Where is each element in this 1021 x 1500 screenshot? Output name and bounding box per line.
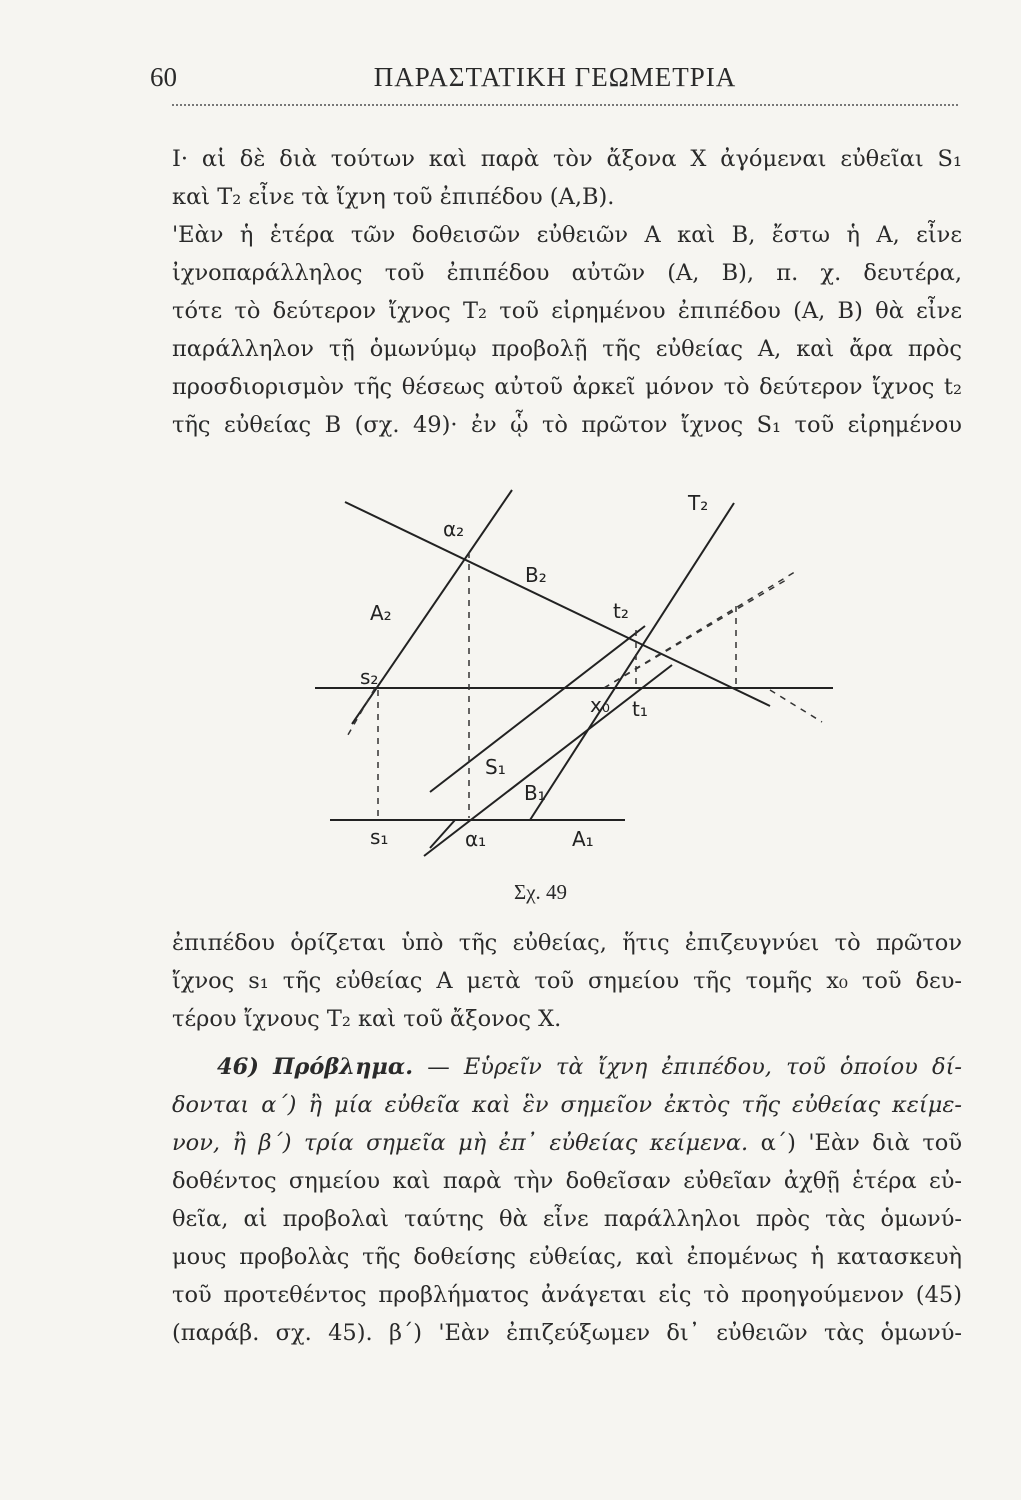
trace-T2	[530, 503, 734, 820]
label-t2: t₂	[613, 599, 629, 623]
label-x0: x₀	[590, 693, 610, 717]
label-A1: A₁	[572, 827, 594, 851]
label-a1: α₁	[465, 827, 487, 851]
text-line: καὶ T₂ εἶνε τὰ ἴχνη τοῦ ἐπιπέδου (Α,Β).	[172, 184, 615, 210]
text-line: (παράβ. σχ. 45). β΄) 'Εὰν ἐπιζεύξωμεν δι᾿ εὐθειῶν τὰς ὁμωνύ-	[172, 1320, 962, 1346]
text-line: ἴχνος s₁ τῆς εὐθείας Α μετὰ τοῦ σημείου τῆς τομῆς x₀ τοῦ δευ-	[172, 968, 962, 994]
label-s2: s₂	[360, 665, 379, 689]
text-run: α΄) 'Εὰν διὰ τοῦ	[748, 1130, 962, 1156]
page-number: 60	[150, 62, 177, 92]
paragraph-3	[172, 1048, 962, 1352]
italic-text: δονται α΄) ἢ μία εὐθεῖα καὶ ἓν σημεῖον ἐκτὸς τῆς εὐθείας κείμε-	[172, 1092, 962, 1118]
text-line: δοθέντος σημείου καὶ παρὰ τὴν δοθεῖσαν εὐθεῖαν ἀχθῇ ἑτέρα εὐ-	[172, 1168, 962, 1194]
text-line: Ι· αἱ δὲ διὰ τούτων καὶ παρὰ τὸν ἄξονα Χ ἀγόμεναι εὐθεῖαι S₁	[172, 146, 962, 172]
text-line	[172, 1048, 962, 1086]
text-line: τέρου ἴχνους T₂ καὶ τοῦ ἄξονος Χ.	[172, 1006, 562, 1032]
running-title: ΠΑΡΑΣΤΑΤΙΚΗ ΓΕΩΜΕΤΡΙΑ	[373, 62, 737, 92]
paragraph-1	[172, 140, 962, 444]
dashed-x0-ext	[604, 570, 798, 688]
label-S1: S₁	[485, 755, 506, 779]
label-s1: s₁	[370, 825, 389, 849]
running-header	[150, 62, 960, 102]
text-line	[172, 1124, 962, 1162]
line-B1	[430, 626, 645, 792]
text-line: τῆς εὐθείας Β (σχ. 49)· ἐν ᾧ τὸ πρῶτον ἴχνος S₁ τοῦ εἰρημένου	[172, 412, 962, 438]
dashed-x0-ext2	[604, 580, 786, 688]
text-line: θεῖα, αἱ προβολαὶ ταύτης θὰ εἶνε παράλληλοι πρὸς τὰς ὁμωνύ-	[172, 1206, 962, 1232]
section-number: 46)	[217, 1054, 259, 1080]
paragraph-2	[172, 924, 962, 1038]
label-B1: B₁	[524, 781, 546, 805]
text-line: ἰχνοπαράλληλος τοῦ ἐπιπέδου αὐτῶν (Α, Β), π. χ. δευτέρα,	[172, 260, 962, 286]
figure-caption: Σχ. 49	[513, 880, 568, 904]
line-B2	[345, 502, 770, 706]
dashed-right-tail	[770, 690, 822, 722]
trace-S1	[424, 665, 672, 856]
label-A2: A₂	[370, 601, 392, 625]
heading-dash: —	[413, 1054, 464, 1080]
figure-49	[300, 485, 880, 875]
text-line	[172, 1086, 962, 1124]
header-rule	[172, 104, 958, 106]
italic-text: Εὑρεῖν τὰ ἴχνη ἐπιπέδου, τοῦ ὁποίου δί-	[463, 1054, 962, 1080]
italic-text: νον, ἢ β΄) τρία σημεῖα μὴ ἐπ᾿ εὐθείας κείμενα.	[172, 1130, 749, 1156]
text-line: 'Εὰν ἡ ἑτέρα τῶν δοθεισῶν εὐθειῶν Α καὶ Β, ἔστω ἡ Α, εἶνε	[172, 222, 962, 248]
section-heading: Πρόβλημα.	[273, 1054, 414, 1080]
text-line: τοῦ προτεθέντος προβλήματος ἀνάγεται εἰς τὸ προηγούμενον (45)	[172, 1282, 962, 1308]
text-line: ἐπιπέδου ὁρίζεται ὑπὸ τῆς εὐθείας, ἥτις ἐπιζευγνύει τὸ πρῶτον	[172, 930, 962, 956]
text-line: μους προβολὰς τῆς δοθείσης εὐθείας, καὶ ἐπομένως ἡ κατασκευὴ	[172, 1244, 962, 1270]
label-a2: α₂	[443, 517, 465, 541]
label-T2: T₂	[688, 491, 709, 515]
text-line: τότε τὸ δεύτερον ἴχνος T₂ τοῦ εἰρημένου ἐπιπέδου (Α, Β) θὰ εἶνε	[172, 298, 962, 324]
text-line: προσδιορισμὸν τῆς θέσεως αὐτοῦ ἀρκεῖ μόνον τὸ δεύτερον ἴχνος t₂	[172, 374, 962, 400]
label-t1: t₁	[632, 697, 648, 721]
label-B2: B₂	[525, 563, 547, 587]
text-line: παράλληλον τῇ ὁμωνύμῳ προβολῇ τῆς εὐθείας Α, καὶ ἄρα πρὸς	[172, 336, 962, 362]
